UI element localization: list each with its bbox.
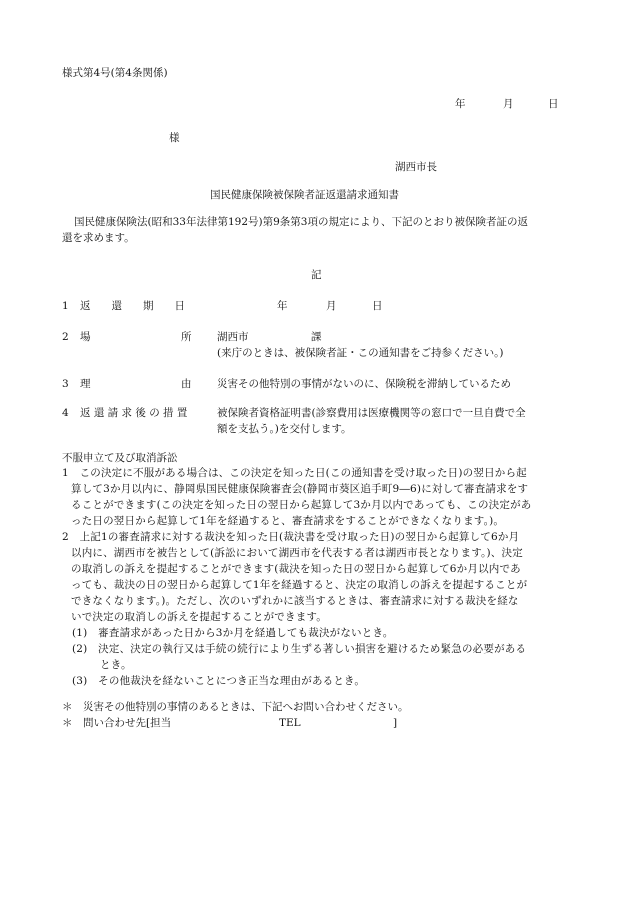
appeal-line: った日の翌日から起算して1年を経過すると、審査請求をすることができなくなります。)。 xyxy=(71,515,505,527)
appeal-line: 2 上記1の審査請求に対する裁決を知った日(裁決書を受け取った日)の翌日から起算して6か月 xyxy=(62,531,520,543)
item1-year: 年 xyxy=(277,300,288,312)
item3-label-start: 理 xyxy=(80,378,91,390)
item4-text-1: 被保険者資格証明書(診察費用は医療機関等の窓口で一旦自費で全 xyxy=(217,407,526,419)
note-contact-info: ＊ 災害その他特別の事情のあるときは、下記へお問い合わせください。 xyxy=(62,701,409,713)
item4-label: 返 還 請 求 後 の 措 置 xyxy=(80,407,188,419)
appeal-line: 1 この決定に不服がある場合は、この決定を知った日(この通知書を受け取った日)の翌日から起 xyxy=(62,467,527,479)
appeal-line: っても、裁決の日の翌日から起算して1年を経過すると、決定の取消しの訴えを提起することが xyxy=(71,579,528,591)
intro-line-2: 還を求めます。 xyxy=(62,232,135,244)
appeal-heading: 不服申立て及び取消訴訟 xyxy=(62,452,178,464)
date-year: 年 xyxy=(455,98,466,110)
issuer-name: 湖西市長 xyxy=(395,161,437,173)
item4-text-2: 額を支払う。)を交付します。 xyxy=(217,423,352,435)
item2-note: (来庁のときは、被保険者証・この通知書をご持参ください。) xyxy=(217,347,504,359)
item1-label: 返 還 期 日 xyxy=(80,300,185,312)
ki-heading: 記 xyxy=(311,269,322,281)
item3-label-end: 由 xyxy=(181,378,192,390)
item1-number: 1 xyxy=(62,300,69,312)
appeal-line: の取消しの訴えを提起することができます(裁決を知った日の翌日から起算して6か月以内であ xyxy=(71,563,521,575)
item1-day: 日 xyxy=(372,300,383,312)
appeal-line: (1) 審査請求があった日から3か月を経過しても裁決がないとき。 xyxy=(72,627,394,639)
item2-label-start: 場 xyxy=(80,331,91,343)
note-close-bracket: ] xyxy=(393,717,398,729)
appeal-line: とき。 xyxy=(100,659,132,671)
document-title: 国民健康保険被保険者証返還請求通知書 xyxy=(210,189,399,201)
item3-number: 3 xyxy=(62,378,69,390)
item2-number: 2 xyxy=(62,331,69,343)
note-tel-label: TEL xyxy=(279,717,301,729)
appeal-line: いで決定の取消しの訴えを提起することができます。 xyxy=(71,611,327,623)
appeal-line: (3) その他裁決を経ないことにつき正当な理由があるとき。 xyxy=(72,675,366,687)
date-month: 月 xyxy=(503,98,514,110)
form-label: 様式第4号(第4条関係) xyxy=(62,67,168,79)
item3-text: 災害その他特別の事情がないのに、保険税を滞納しているため xyxy=(217,378,511,390)
appeal-line: 算して3か月以内に、静岡県国民健康保険審査会(静岡市葵区追手町9―6)に対して審査請求をす xyxy=(71,483,529,495)
appeal-line: 以内に、湖西市を被告として(訴訟において湖西市を代表する者は湖西市長となります。)、決定 xyxy=(71,547,523,559)
date-day: 日 xyxy=(548,98,559,110)
addressee-suffix: 様 xyxy=(169,132,180,144)
item4-number: 4 xyxy=(62,407,69,419)
intro-line-1: 国民健康保険法(昭和33年法律第192号)第9条第3項の規定により、下記のとおり被保険者証の返 xyxy=(74,216,528,228)
appeal-line: (2) 決定、決定の執行又は手続の続行により生ずる著しい損害を避けるため緊急の必要がある xyxy=(72,643,527,655)
appeal-line: できなくなります。)。ただし、次のいずれかに該当するときは、審査請求に対する裁決を経な xyxy=(71,595,519,607)
item1-month: 月 xyxy=(326,300,337,312)
item2-section: 課 xyxy=(311,331,322,343)
item2-label-end: 所 xyxy=(181,331,192,343)
appeal-line: ることができます(この決定を知った日の翌日から起算して3か月以内であっても、この決定があ xyxy=(71,499,532,511)
item2-city: 湖西市 xyxy=(217,331,249,343)
note-contact-person: ＊ 問い合わせ先[担当 xyxy=(62,717,172,729)
